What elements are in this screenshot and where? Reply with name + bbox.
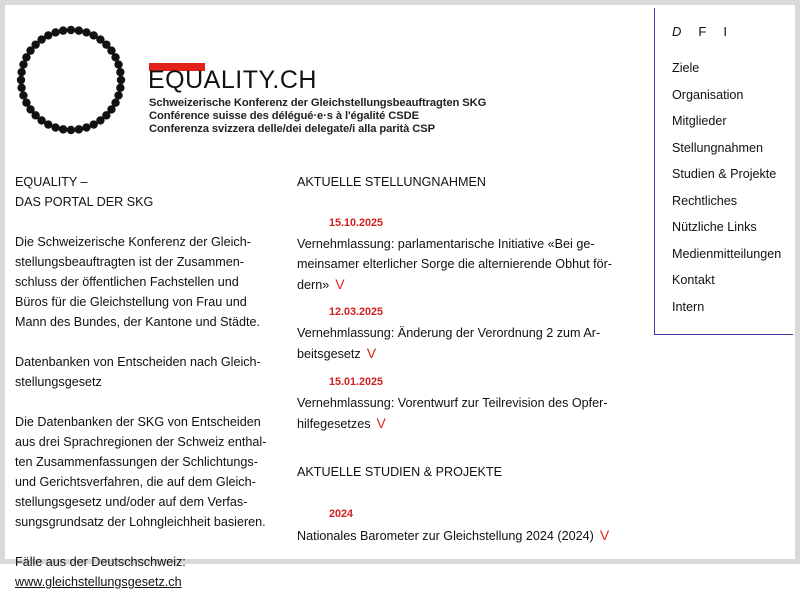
ring-dot xyxy=(75,125,83,133)
more-chevron-icon[interactable]: V xyxy=(366,345,377,361)
ring-dot xyxy=(67,126,75,134)
site-logo[interactable] xyxy=(15,24,485,136)
ring-dot xyxy=(19,60,27,68)
statement-date: 12.03.2025 xyxy=(329,306,384,318)
cases-link[interactable]: www.gleichstellungsgesetz.ch xyxy=(15,575,182,589)
more-chevron-icon[interactable]: V xyxy=(599,527,610,543)
study-item[interactable] xyxy=(297,507,617,546)
lang-fr[interactable]: F xyxy=(698,24,707,39)
intro-heading-line1: EQUALITY – xyxy=(15,175,88,189)
ring-dot xyxy=(90,120,98,128)
ring-dot xyxy=(19,91,27,99)
study-title[interactable]: Nationales Barometer zur Gleichstellung 2024 (2024) xyxy=(297,529,594,543)
intro-paragraph: Die Schweizerische Konferenz der Gleich-stellungsbeauftragten ist der Zusammen-schluss der öffentlichen Fachstellen und Büros für die Gleichstellung von Frau und Mann des Bundes, der Kantone und Städte. xyxy=(15,235,261,329)
more-chevron-icon[interactable]: V xyxy=(376,415,386,431)
logo-line-fr: Conférence suisse des délégué·e·s à l'égalité CSDE xyxy=(149,110,419,122)
nav-item-nuetzliche-links[interactable]: Nützliche Links xyxy=(672,220,757,234)
statements-section-title: AKTUELLE STELLUNGNAHMEN xyxy=(297,175,486,189)
ring-dot xyxy=(22,99,30,107)
ring-dot xyxy=(116,84,124,92)
statement-date: 15.01.2025 xyxy=(329,376,384,388)
nav-item-medienmitteilungen[interactable]: Medienmitteilungen xyxy=(672,246,782,261)
ring-dot xyxy=(82,28,90,36)
statement-title[interactable]: Vernehmlassung: Vorentwurf zur Teilrevision des Opfer-hilfegesetzes xyxy=(297,396,608,431)
nav-item-stellungnahmen[interactable]: Stellungnahmen xyxy=(672,140,764,155)
statement-item[interactable] xyxy=(297,375,617,434)
more-chevron-icon[interactable]: V xyxy=(335,276,345,292)
ring-dot xyxy=(17,68,25,76)
statement-date: 15.10.2025 xyxy=(329,217,384,229)
ring-dot xyxy=(17,84,25,92)
lang-de[interactable]: D xyxy=(672,24,682,39)
statement-text[interactable] xyxy=(297,393,617,434)
ring-dot xyxy=(117,76,125,84)
study-date: 2024 xyxy=(329,508,354,520)
ring-dot xyxy=(82,123,90,131)
statement-text[interactable] xyxy=(297,323,617,364)
studies-section-title: AKTUELLE STUDIEN & PROJEKTE xyxy=(297,465,503,479)
ring-dot xyxy=(51,123,59,131)
ring-dot xyxy=(111,53,119,61)
nav-item-ziele[interactable]: Ziele xyxy=(672,61,700,75)
ring-dot xyxy=(59,26,67,34)
ring-dot xyxy=(116,68,124,76)
intro-column xyxy=(15,172,275,592)
language-switcher xyxy=(672,24,744,39)
intro-heading-line2: DAS PORTAL DER SKG xyxy=(15,195,154,209)
ring-dot xyxy=(44,31,52,39)
ring-dot xyxy=(51,28,59,36)
dotted-ring-logo-icon xyxy=(15,24,127,136)
cases-label: Fälle aus der Deutschschweiz: xyxy=(15,555,186,569)
main-navigation xyxy=(654,8,793,335)
nav-item-studien-projekte[interactable]: Studien & Projekte xyxy=(672,167,777,181)
logo-line-it: Conferenza svizzera delle/dei delegate/i alla parità CSP xyxy=(149,123,436,135)
nav-item-kontakt[interactable]: Kontakt xyxy=(672,273,715,287)
statement-text[interactable] xyxy=(297,234,617,295)
nav-item-organisation[interactable]: Organisation xyxy=(672,87,744,102)
study-text[interactable] xyxy=(297,525,617,546)
ring-dot xyxy=(59,125,67,133)
ring-dot xyxy=(75,26,83,34)
ring-dot xyxy=(67,26,75,34)
statement-item[interactable] xyxy=(297,216,617,295)
statement-item[interactable] xyxy=(297,305,617,364)
ring-dot xyxy=(114,91,122,99)
ring-dot xyxy=(17,76,25,84)
logo-title: EQUALITY.CH xyxy=(148,66,317,94)
nav-item-intern[interactable]: Intern xyxy=(672,299,705,314)
nav-item-mitglieder[interactable]: Mitglieder xyxy=(672,114,727,128)
database-heading: Datenbanken von Entscheiden nach Gleich-stellungsgesetz xyxy=(15,355,261,389)
intro-heading xyxy=(15,172,275,212)
nav-item-rechtliches[interactable]: Rechtliches xyxy=(672,193,738,208)
logo-line-de: Schweizerische Konferenz der Gleichstellungsbeauftragten SKG xyxy=(149,97,487,109)
statement-title[interactable]: Vernehmlassung: Änderung der Verordnung 2 zum Ar-beitsgesetz xyxy=(297,326,601,361)
nav-list xyxy=(672,60,781,325)
lang-it[interactable]: I xyxy=(723,24,727,39)
statement-title[interactable]: Vernehmlassung: parlamentarische Initiative «Bei ge-meinsamer elterlicher Sorge die alternierende Obhut för-dern» xyxy=(297,237,612,292)
database-paragraph: Die Datenbanken der SKG von Entscheiden aus drei Sprachregionen der Schweiz enthal-ten Zusammenfassungen der Schlichtungs- und Gerichtsverfahren, die auf dem Gleich-stellungsgesetz und/oder auf dem Verfas-sungsgrundsatz der Lohngleichheit basieren. xyxy=(15,415,267,529)
ring-dot xyxy=(114,60,122,68)
